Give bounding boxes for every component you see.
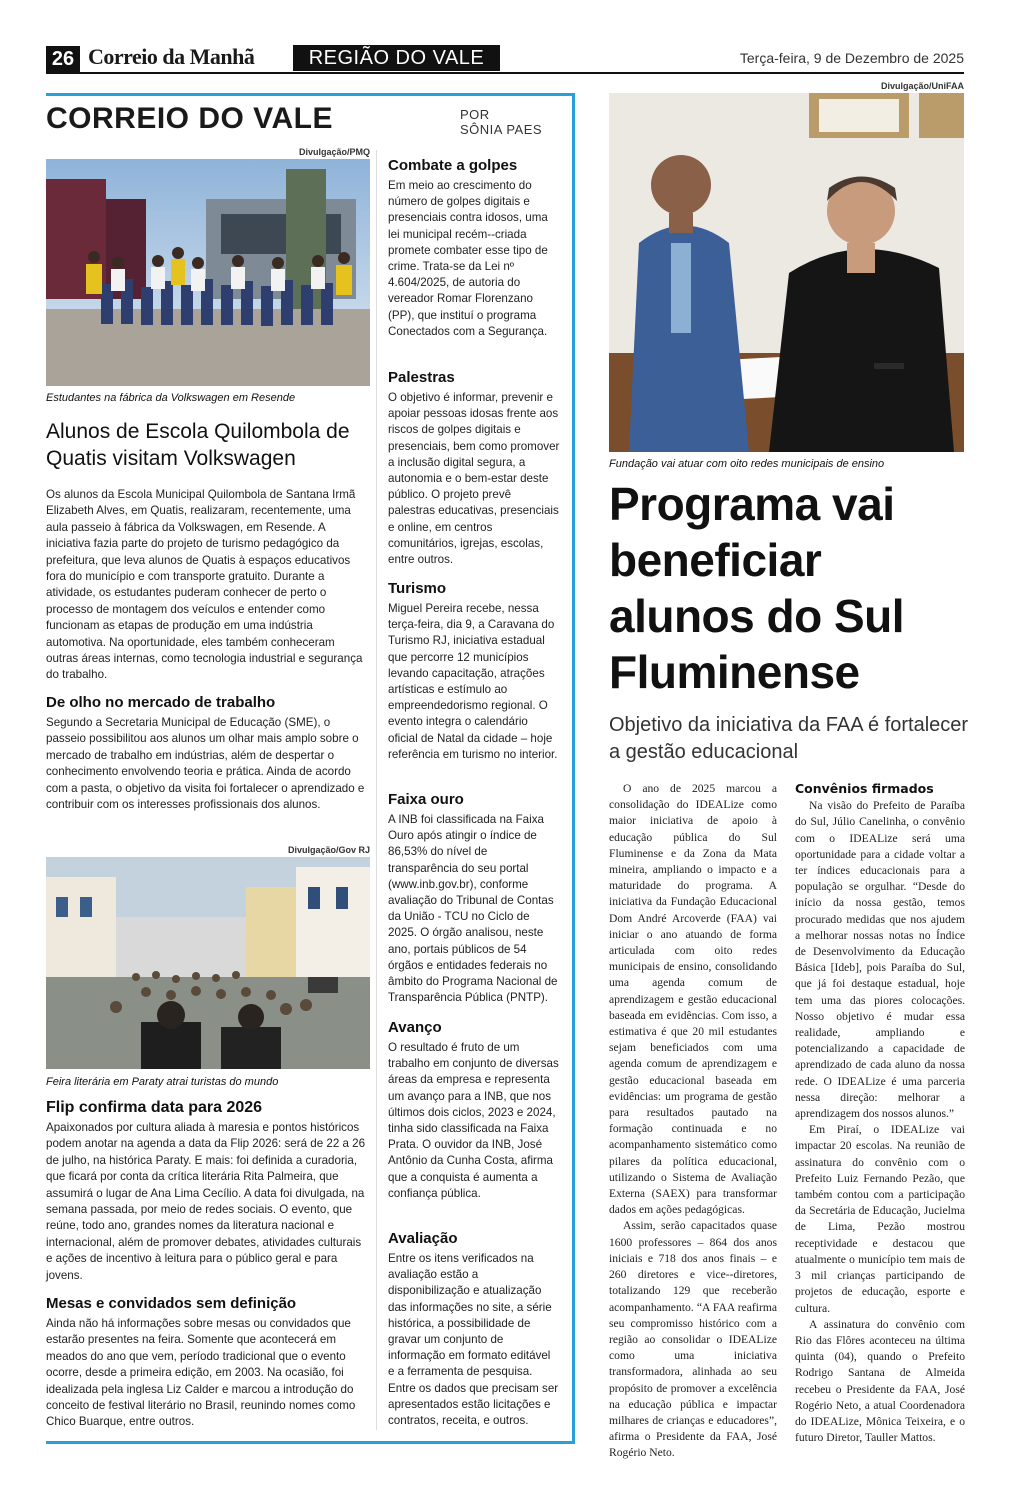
note-heading: Turismo <box>388 580 447 597</box>
byline-prefix: POR <box>460 107 490 122</box>
signing-photo[interactable] <box>609 93 964 452</box>
note-text: Miguel Pereira recebe, nessa terça-feira, dia 9, a Caravana do Turismo RJ, iniciativa estadual que percorre 12 municípios levando capacitação, atrações artísticas e estímulo ao empreendedorismo regional. O evento integra o calendário oficial de Natal da cidade – hoje referência em turismo no interior. <box>388 602 558 761</box>
article-headline: Flip confirma data para 2026 <box>46 1099 263 1116</box>
article-subbody: Ainda não há informações sobre mesas ou convidados que estarão presentes na feira. Somente que acontecerá em meados do ano que vem, período tradicional que o evento ocorre, desde a primeira edição, em 2003. Na ocasião, foi idealizada pela inglesa Liz Calder e marcou a introdução do conceito de festival literário no Brasil, reunindo nomes como Chico Buarque, entre outros. <box>46 1317 356 1429</box>
photo-caption: Estudantes na fábrica da Volkswagen em Resende <box>46 392 296 404</box>
note-text: O objetivo é informar, prevenir e apoiar pessoas idosas frente aos riscos de golpes digitais e presenciais, bem como promover a inclusão digital segura, a autonomia e o bem-estar deste público. O projeto prevê palestras educativas, presenciais e online, em centros comunitários, igrejas, escolas, entre outros. <box>388 391 560 567</box>
column-box-right <box>572 93 575 1444</box>
photo-credit: Divulgação/UniFAA <box>880 81 964 91</box>
paragraph: O ano de 2025 marcou a consolidação do IDEALize como maior iniciativa de apoio à educação pública do Sul Fluminense e da Zona da Mata mineira, ampliando o impacto e a maturidade do programa. A iniciativa da Fundação Educacional Dom André Arcoverde (FAA) vai iniciar o ano atuando de forma articulada com oito redes municipais de ensino, consolidando uma agenda comum de aprendizagem e gestão educacional baseada em evidências. Com isso, a estimativa é que 20 mil estudantes sejam beneficiados com uma agenda comum de aprendizagem e gestão educacional baseada em evidências: um programa de gestão para resultados pautado na formação continuada e no acompanhamento sistemático como pilares da política educacional, utilizando o Sistema de Avaliação Externa (SAEX) para transformar dados em ações pedagógicas. <box>609 782 777 1217</box>
note-text: O resultado é fruto de um trabalho em conjunto de diversas áreas da empresa e representa um avanço para a INB, que nos últimos dois ciclos, 2023 e 2024, tinha sido classificada na Faixa Prata. O ouvidor da INB, José Antônio da Cunha Costa, afirma que a conquista é aumenta a confiança pública. <box>388 1041 559 1200</box>
photo-caption: Feira literária em Paraty atrai turistas do mundo <box>46 1076 279 1088</box>
article-headline: Alunos de Escola Quilombola de Quatis visitam Volkswagen <box>46 420 350 470</box>
note-heading: Combate a golpes <box>388 157 518 174</box>
subheading: Convênios firmados <box>795 781 934 796</box>
photo-caption: Fundação vai atuar com oito redes municipais de ensino <box>609 458 885 470</box>
article-subbody: Segundo a Secretaria Municipal de Educação (SME), o passeio possibilitou aos alunos um olhar mais amplo sobre o mercado de trabalho em indústrias, além de despertar o conhecimento envolvendo teoria e prática. Ainda de acordo com a pasta, o objetivo da visita foi fortalecer o aprendizado e contribuir com os interesses profissionais dos alunos. <box>46 716 365 812</box>
article-subheading: De olho no mercado de trabalho <box>46 694 276 711</box>
column-box-top <box>46 93 574 96</box>
note-text: Em meio ao crescimento do número de golpes digitais e presenciais contra idosos, uma lei municipal recém--criada promete combater esse tipo de crime. Trata-se da Lei nº 4.604/2025, de autoria do vereador Romar Florenzano (PP), que instituí o programa Conectados com a Segurança. <box>388 179 548 338</box>
article-body: Os alunos da Escola Municipal Quilombola de Santana Irmã Elizabeth Alves, em Quatis, realizaram, recentemente, uma aula passeio à fábrica da Volkswagen, em Resende. A iniciativa fazia parte do projeto de turismo pedagógico da prefeitura, que leva alunos de Quatis à espaços educativos fora do município e com transporte gratuito. Durante a atividade, os estudantes puderam conhecer de perto o processo de montagem dos veículos e entender como funcionam as etapas de produção em uma indústria automotiva. Na oportunidade, eles também conheceram outras áreas internas, como tecnologia industrial e segurança do trabalho. <box>46 488 363 682</box>
main-subtitle: Objetivo da iniciativa da FAA é fortalecer a gestão educacional <box>609 714 969 763</box>
byline-author: SÔNIA PAES <box>460 122 543 137</box>
note-text: Entre os itens verificados na avaliação estão a disponibilização e atualização das informações no site, a série histórica, a possibilidade de gravar um conjunto de informação em formato editável e a ferramenta de pesquisa. Entre os dados que precisam ser apresentados estão licitações e contratos, receita, e outros. <box>388 1252 559 1428</box>
note-heading: Avaliação <box>388 1230 458 1247</box>
section-title: REGIÃO DO VALE <box>293 45 500 71</box>
photo-credit: Divulgação/Gov RJ <box>287 845 370 855</box>
paragraph: A assinatura do convênio com Rio das Flôres aconteceu na última quinta (04), quando o Prefeito Rodrigo Santana de Almeida recebeu o Presidente da FAA, José Rogério Neto, a atual Coordenadora do IDEALize, Mônica Teixeira, e o futuro Diretor, Tauller Mattos. <box>795 1317 965 1445</box>
main-column-1 <box>609 781 777 1462</box>
column-divider <box>376 150 377 1430</box>
main-headline: Programa vai beneficiar alunos do Sul Fluminense <box>609 478 905 698</box>
header-rule <box>46 72 964 74</box>
paraty-photo[interactable] <box>46 857 370 1069</box>
masthead-logo: Correio da Manhã <box>88 44 255 69</box>
column-byline <box>460 107 542 137</box>
page-number: 26 <box>46 46 80 72</box>
note-heading: Palestras <box>388 369 455 386</box>
note-text: A INB foi classificada na Faixa Ouro após atingir o índice de 86,53% do nível de transparência do seu portal (www.inb.gov.br), conforme avaliação do Tribunal de Contas da União - TCU no Ciclo de 2025. O órgão analisou, neste ano, portais públicos de 54 órgãos e entidades federais no âmbito do Programa Nacional de Transparência Pública (PNTP). <box>388 813 558 1005</box>
edition-date: Terça-feira, 9 de Dezembro de 2025 <box>739 50 964 66</box>
article-body: Apaixonados por cultura aliada à maresia e pontos históricos podem anotar na agenda a data da Flip 2026: será de 22 a 26 de julho, na histórica Paraty. E mais: foi definida a curadoria, que ficará por conta da crítica literária Rita Palmeira, que assumirá o lugar de Ana Lima Cecílio. A data foi divulgada, na semana passada, por meio de redes sociais. O evento, que reúne, todo ano, grandes nomes da literatura nacional e internacional, além de promover debates, atividades culturais e ações de incentivo à leitura para o público geral e para jovens. <box>46 1121 366 1282</box>
main-column-2 <box>795 781 965 1446</box>
note-heading: Faixa ouro <box>388 791 464 808</box>
paragraph: Em Piraí, o IDEALize vai impactar 20 escolas. Na reunião de assinatura do convênio com o Prefeito Luiz Fernando Pezão, que também contou com a participação da Secretária de Educação, Jucielma de Lima, Pezão mostrou receptividade e destacou que atualmente o município tem mais de 3 mil crianças participando de projetos de educação, esporte e cultura. <box>795 1123 965 1315</box>
note-heading: Avanço <box>388 1019 442 1036</box>
photo-credit: Divulgação/PMQ <box>298 147 370 157</box>
students-photo[interactable] <box>46 159 370 386</box>
paragraph: Na visão do Prefeito de Paraíba do Sul, Júlio Canelinha, o convênio com o IDEALize será uma oportunidade para a cidade voltar a ter índices educacionais para a população se orgulhar. “Desde do início da nossa gestão, temos procurado medidas que nos ajudem a melhorar nossas notas no Índice de Desenvolvimento da Educação Básica [Ideb], pois Paraíba do Sul, que já foi destaque estadual, hoje tem uma das piores colocações. Nosso objetivo é mudar essa realidade, ampliando e potencializando a capacidade de aprendizado de cada aluno da nossa rede. O IDEALize é uma parceria nessa direção: melhorar a aprendizagem dos nossos alunos.” <box>795 799 965 1121</box>
paragraph: Assim, serão capacitados quase 1600 professores – 864 dos anos iniciais e 718 dos anos finais – e 260 diretores e vice--diretores, totalizando 129 que receberão acompanhamento. “A FAA reafirma seu compromisso histórico com a região ao consolidar o IDEALize como uma iniciativa transformadora, alinhada ao seu propósito de promover a excelência na educação pública e impactar milhares de crianças e educadores”, afirma o Presidente da FAA, José Rogério Neto. <box>609 1219 777 1460</box>
column-box-bottom <box>46 1441 574 1444</box>
column-title: CORREIO DO VALE <box>46 102 333 135</box>
article-subheading: Mesas e convidados sem definição <box>46 1295 297 1312</box>
